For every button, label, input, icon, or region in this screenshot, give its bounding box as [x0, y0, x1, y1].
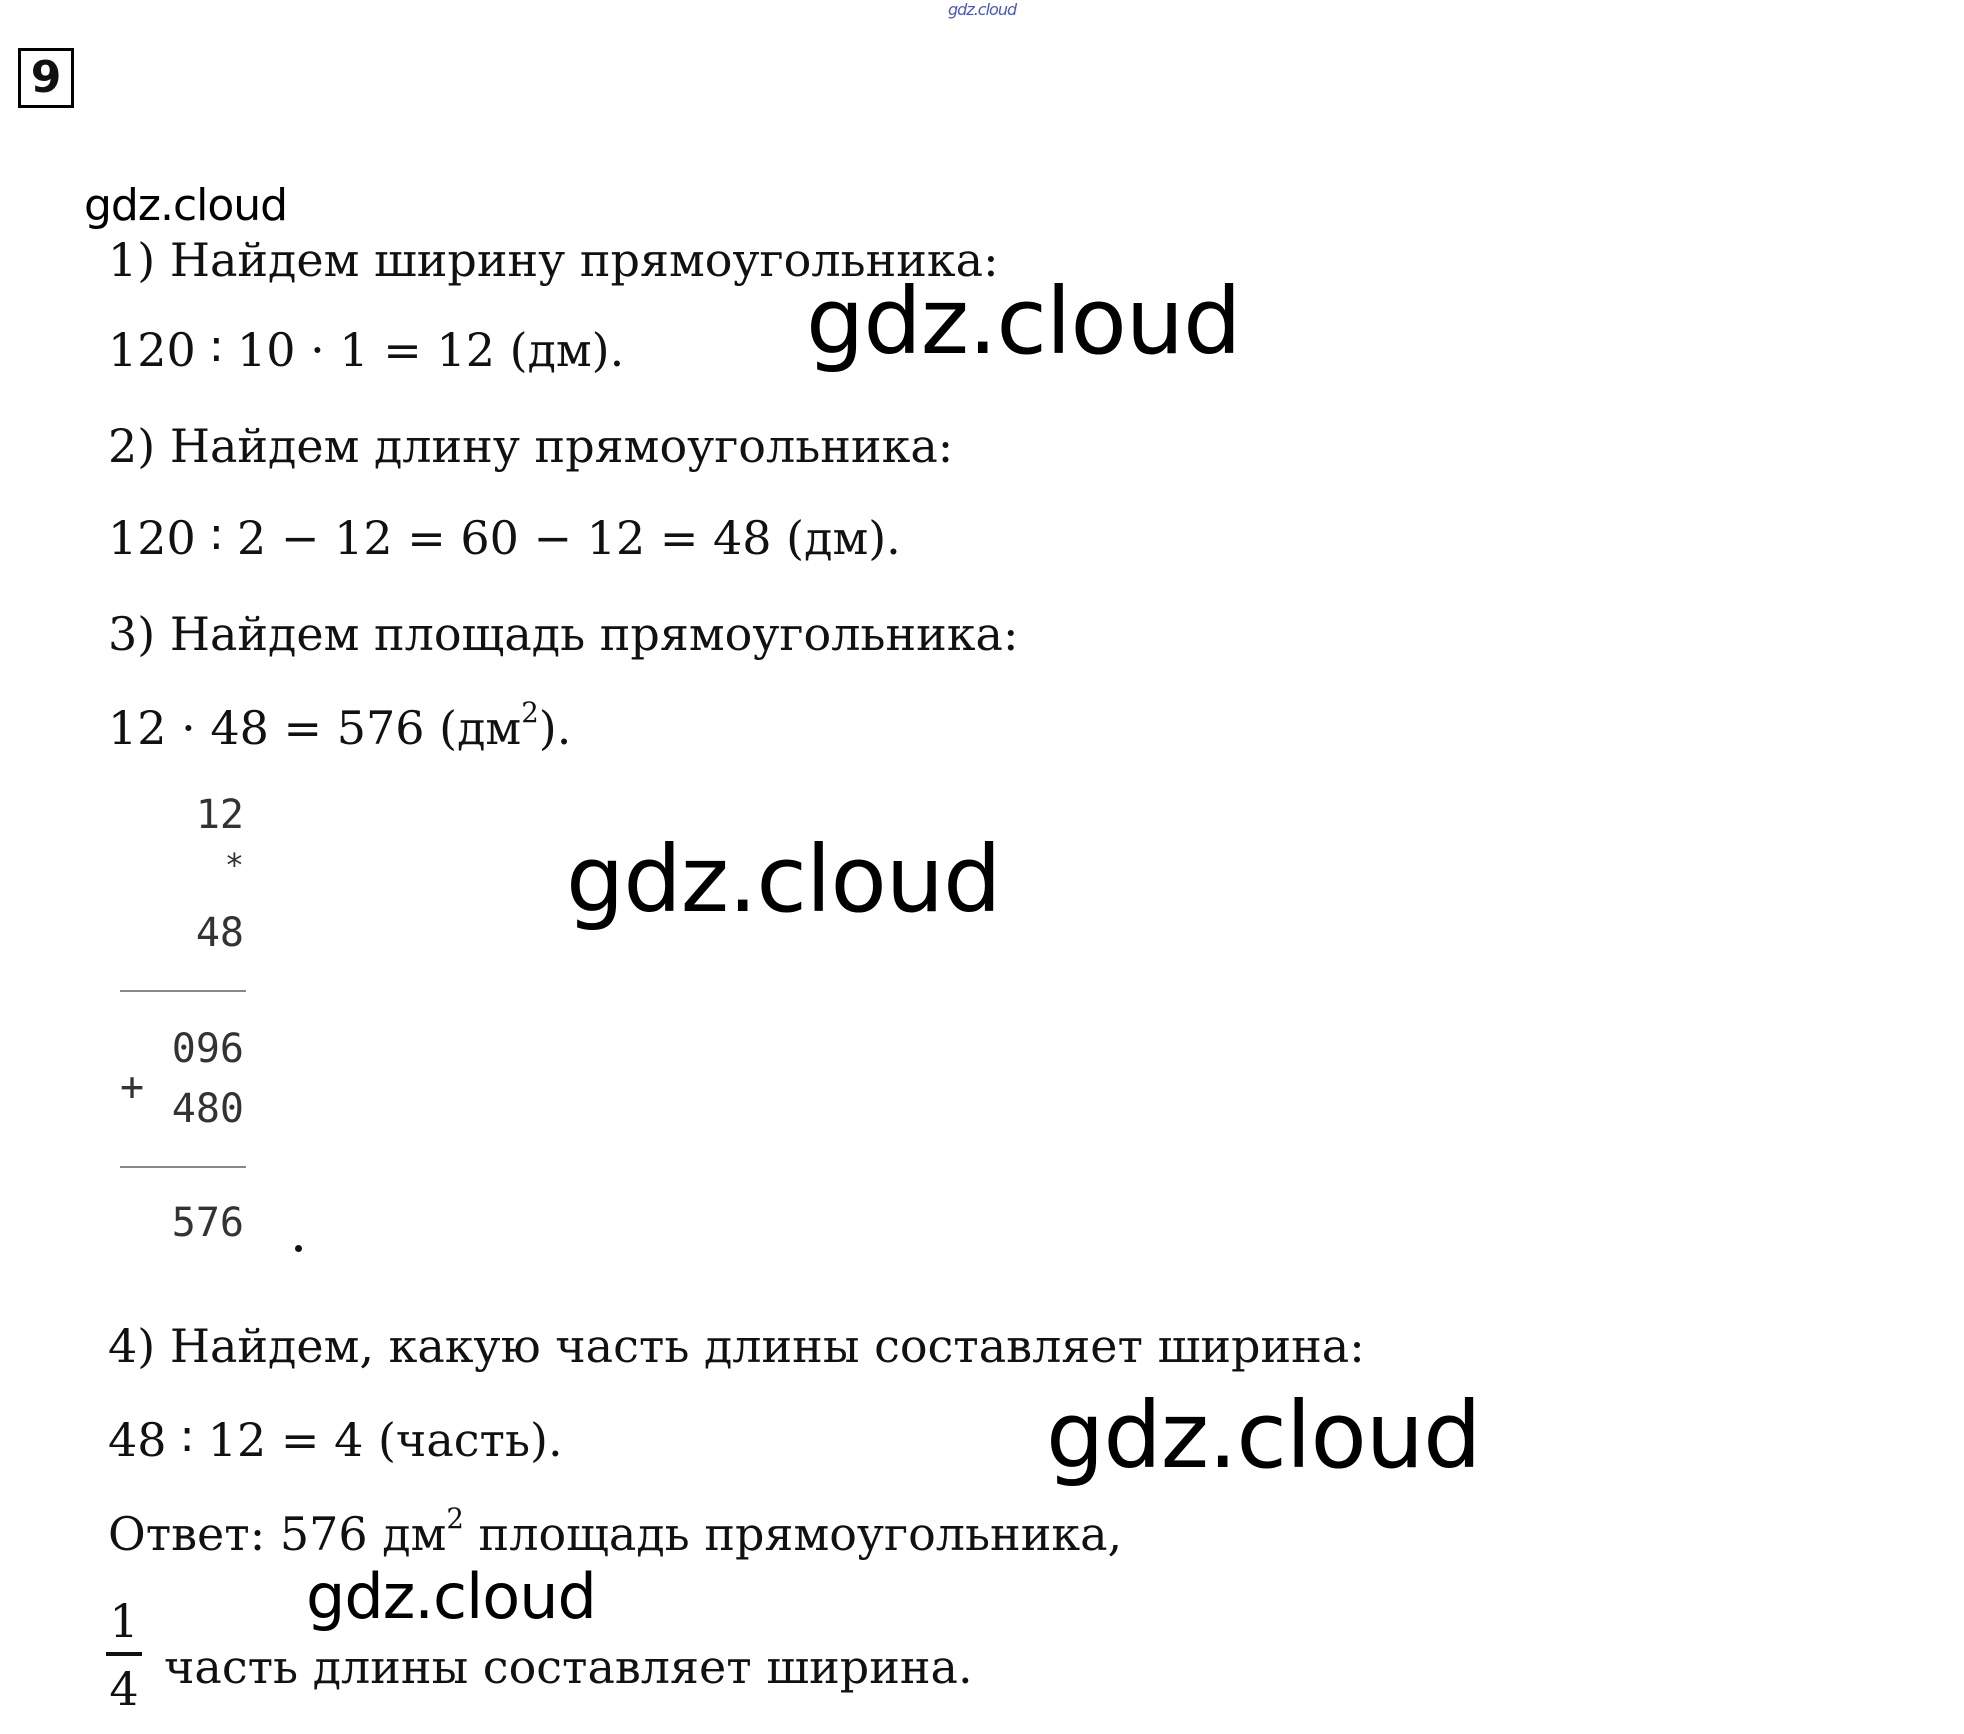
- calc-partial-1: 096: [171, 1026, 244, 1072]
- fraction-bar: [106, 1652, 142, 1656]
- step2-heading: 2) Найдем длину прямоугольника:: [108, 419, 954, 473]
- watermark-medium: gdz.cloud: [306, 1560, 596, 1633]
- fraction-numerator: 1: [109, 1594, 139, 1648]
- watermark-large-3: gdz.cloud: [1046, 1382, 1481, 1489]
- calc-multiplier: 48: [195, 910, 244, 956]
- step4-formula: 48 ∶ 12 = 4 (часть).: [108, 1413, 563, 1467]
- answer-line-2: часть длины составляет ширина.: [164, 1640, 973, 1694]
- step3-heading: 3) Найдем площадь прямоугольника:: [108, 607, 1019, 661]
- answer-exponent: 2: [446, 1501, 464, 1535]
- step3-formula-main: 12 · 48 = 576 (дм: [108, 701, 522, 755]
- answer-fraction: [106, 1594, 142, 1716]
- answer-rest: площадь прямоугольника,: [463, 1507, 1123, 1561]
- calc-multiplicand: 12: [195, 792, 244, 838]
- calc-trailing-dot: [295, 1245, 302, 1252]
- calc-rule-2: [120, 1166, 246, 1168]
- answer-main: Ответ: 576 дм: [108, 1507, 447, 1561]
- step3-formula-exponent: 2: [521, 695, 539, 729]
- calc-partial-2: 480: [171, 1086, 244, 1132]
- calc-operator: *: [224, 846, 244, 884]
- step2-formula: 120 ∶ 2 − 12 = 60 − 12 = 48 (дм).: [108, 511, 901, 565]
- step1-heading: 1) Найдем ширину прямоугольника:: [108, 233, 999, 287]
- answer-line-1: [108, 1501, 1123, 1561]
- watermark-large-2: gdz.cloud: [566, 826, 1001, 933]
- watermark-top: gdz.cloud: [948, 0, 1017, 19]
- watermark-large-1: gdz.cloud: [806, 268, 1241, 375]
- calc-rule-1: [120, 990, 246, 992]
- task-number-box: 9: [18, 48, 74, 108]
- step3-formula: [108, 695, 572, 755]
- step1-formula: 120 ∶ 10 · 1 = 12 (дм).: [108, 323, 625, 377]
- step3-formula-end: ).: [538, 701, 572, 755]
- fraction-denominator: 4: [109, 1662, 139, 1716]
- step4-heading: 4) Найдем, какую часть длины составляет ширина:: [108, 1319, 1365, 1373]
- calc-plus: +: [120, 1064, 145, 1110]
- calc-result: 576: [171, 1200, 244, 1246]
- watermark-small: gdz.cloud: [84, 180, 288, 231]
